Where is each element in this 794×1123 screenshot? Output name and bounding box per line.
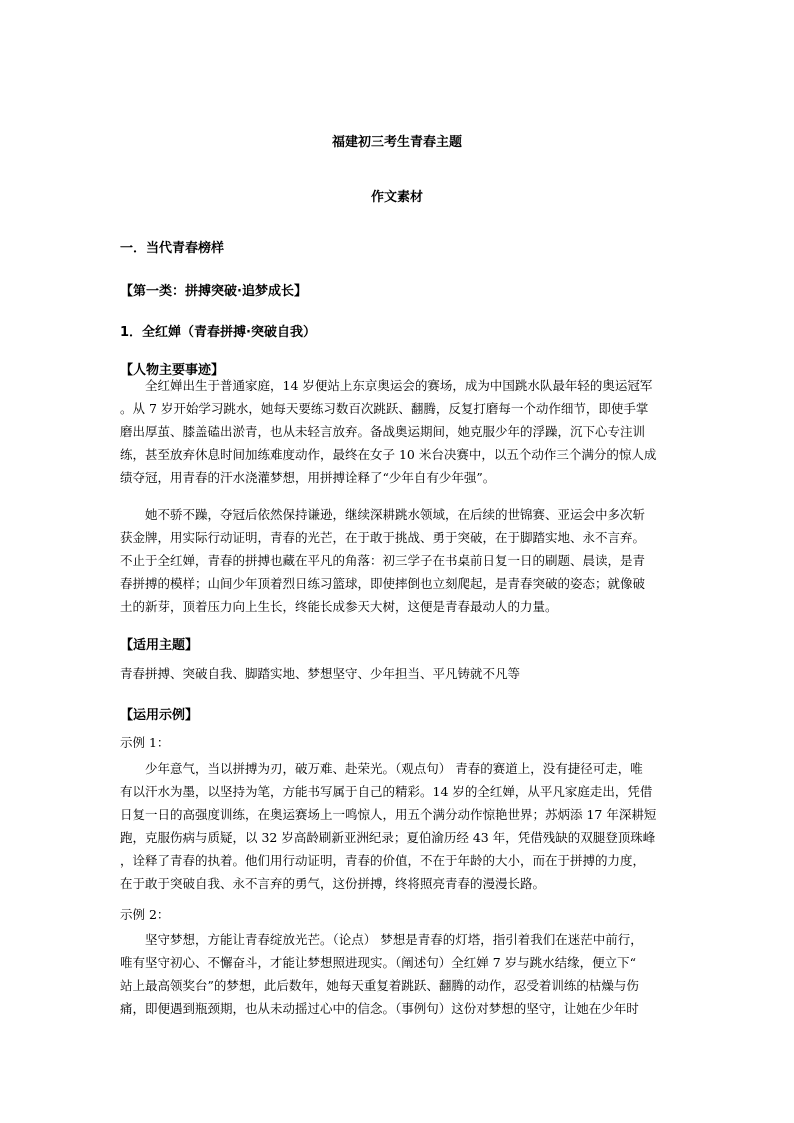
example1-label: 示例 1： xyxy=(120,735,170,750)
example-line: 痛，即便遇到瓶颈期，也从未动摇过心中的信念。（事例句）这份对梦想的坚守，让她在少年时 xyxy=(120,1001,639,1016)
paragraph-line: 磨出厚茧、膝盖磕出淤青，也从未轻言放弃。备战奥运期间，她克服少年的浮躁，沉下心专注训 xyxy=(120,424,646,439)
paragraph-line: 获金牌，用实际行动证明，青春的光芒，在于敢于挑战、勇于突破，在于脚踏实地、永不言弃。 xyxy=(120,530,646,545)
example2-label: 示例 2： xyxy=(120,907,170,922)
paragraph-line: 全红婵出生于普通家庭，14 岁便站上东京奥运会的赛场，成为中国跳水队最年轻的奥运冠军 xyxy=(145,378,653,393)
paragraph-line: 不止于全红婵，青春的拼搏也藏在平凡的角落：初三学子在书桌前日复一日的刷题、晨读，是青 xyxy=(120,553,646,568)
example-line: 在于敢于突破自我、永不言弃的勇气，这份拼搏，终将照亮青春的漫漫长路。 xyxy=(120,876,546,891)
usage-heading: 【运用示例】 xyxy=(120,708,199,723)
paragraph-line: 土的新芽，顶着压力向上生长，终能长成参天大树，这便是青春最动人的力量。 xyxy=(120,599,558,614)
section-heading-1: 一．当代青春榜样 xyxy=(120,241,225,256)
document-title-line1: 福建初三考生青春主题 xyxy=(331,135,462,150)
paragraph-line: 。从 7 岁开始学习跳水，她每天要练习数百次跳跃、翻腾，反复打磨每一个动作细节，即使手掌 xyxy=(120,401,649,416)
category-heading-1: 【第一类：拼搏突破·追梦成长】 xyxy=(120,284,307,299)
item-heading-1: 1．全红婵（青春拼搏·突破自我） xyxy=(120,325,316,340)
themes-text: 青春拼搏、突破自我、脚踏实地、梦想坚守、少年担当、平凡铸就不凡等 xyxy=(120,666,521,681)
paragraph-line: 她不骄不躁，夺冠后依然保持谦逊，继续深耕跳水领域，在后续的世锦赛、亚运会中多次斩 xyxy=(145,507,646,522)
paragraph-line: 绩夺冠，用青春的汗水浇灌梦想，用拼搏诠释了“少年自有少年强”。 xyxy=(120,470,496,485)
example-line: 有以汗水为墨，以坚持为笔，方能书写属于自己的精彩。14 岁的全红婵，从平凡家庭走出，凭借 xyxy=(120,784,653,799)
example-line: 坚守梦想，方能让青春绽放光芒。（论点） 梦想是青春的灯塔，指引着我们在迷茫中前行， xyxy=(145,932,643,947)
example-line: 少年意气，当以拼搏为刃，破万难、赴荣光。（观点句） 青春的赛道上，没有捷径可走，唯 xyxy=(145,761,643,776)
example-line: 日复一日的高强度训练，在奥运赛场上一鸣惊人，用五个满分动作惊艳世界；苏炳添 17 年深耕短 xyxy=(120,807,657,822)
paragraph-line: 练，甚至放弃休息时间加练难度动作，最终在女子 10 米台决赛中，以五个动作三个满分的惊人成 xyxy=(120,447,657,462)
paragraph-line: 春拼搏的模样；山间少年顶着烈日练习篮球，即使摔倒也立刻爬起，是青春突破的姿态；就像破 xyxy=(120,576,646,591)
document-title-line2: 作文素材 xyxy=(370,190,423,205)
example-line: 站上最高领奖台”的梦想，此后数年，她每天重复着跳跃、翻腾的动作，忍受着训练的枯燥与伤 xyxy=(120,978,639,993)
themes-heading: 【适用主题】 xyxy=(120,638,199,653)
deeds-heading: 【人物主要事迹】 xyxy=(120,363,225,378)
example-line: 跑，克服伤病与质疑，以 32 岁高龄刷新亚洲纪录；夏伯渝历经 43 年，凭借残缺的双腿登顶珠峰 xyxy=(120,830,656,845)
example-line: ，诠释了青春的执着。他们用行动证明，青春的价值，不在于年龄的大小，而在于拼搏的力度， xyxy=(120,853,646,868)
example-line: 唯有坚守初心、不懈奋斗，才能让梦想照进现实。（阐述句）全红婵 7 岁与跳水结缘，便立下“ xyxy=(120,955,637,970)
